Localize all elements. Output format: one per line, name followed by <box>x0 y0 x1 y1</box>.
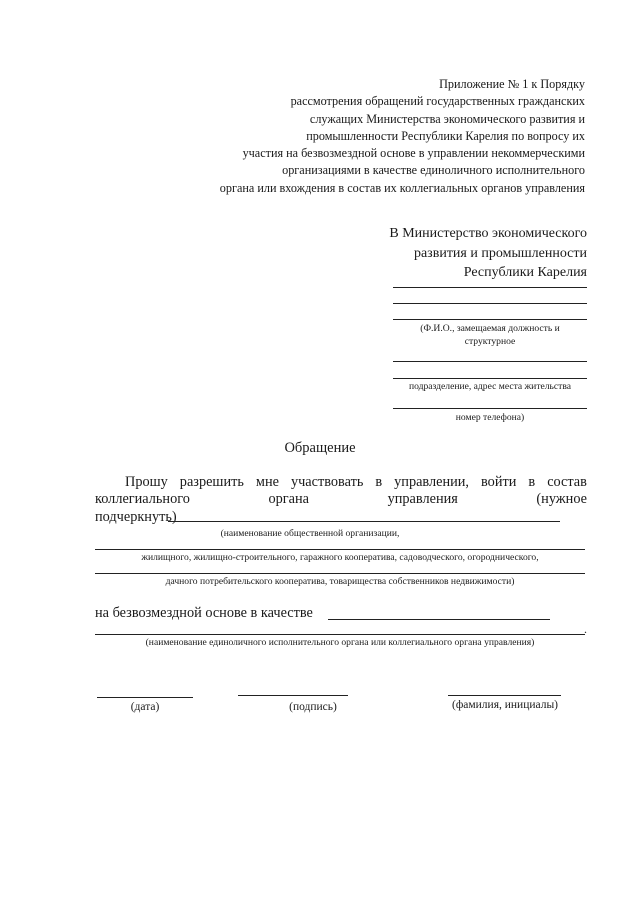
end-dot: . <box>584 622 587 636</box>
fill-line <box>393 287 587 288</box>
date-line <box>97 697 193 698</box>
request-line-3: подчеркнуть) <box>95 509 177 525</box>
word: управления <box>387 491 458 507</box>
word: Прошу <box>125 474 168 490</box>
header-line: органа или вхождения в состав их коллегиальных органов управления <box>219 180 585 195</box>
word: состав <box>547 474 587 490</box>
addressee-block <box>287 224 587 283</box>
fill-line <box>393 408 587 409</box>
hint-phone: номер телефона) <box>455 412 525 423</box>
hint-dacha: дачного потребительского кооператива, товарищества собственников недвижимости) <box>165 576 515 587</box>
signature-line <box>238 695 348 696</box>
header-line: организациями в качестве единоличного исполнительного <box>282 163 585 178</box>
fill-line <box>95 634 585 635</box>
header-line: участия на безвозмездной основе в управлении некоммерческими <box>242 146 585 161</box>
date-label: (дата) <box>130 701 160 713</box>
word: управлении, <box>394 474 470 490</box>
basis-text: на безвозмездной основе в качестве <box>95 605 313 621</box>
hint-address: подразделение, адрес места жительства <box>408 381 572 392</box>
fill-line <box>168 521 560 522</box>
word: войти <box>481 474 517 490</box>
word: разрешить <box>179 474 244 490</box>
word: коллегиального <box>95 491 190 507</box>
addressee-line: развития и промышленности <box>413 245 587 261</box>
fill-line <box>393 319 587 320</box>
word: в <box>528 474 536 490</box>
addressee-line: Республики Карелия <box>463 265 587 280</box>
hint-coop-types: жилищного, жилищно-строительного, гаражного кооператива, садоводческого, огороднического, <box>141 552 539 563</box>
request-line-2 <box>95 491 587 508</box>
header-line: служащих Министерства экономического развития и <box>309 111 585 126</box>
word: органа <box>268 491 310 507</box>
header-line: Приложение № 1 к Порядку <box>439 77 585 91</box>
fill-line <box>393 303 587 304</box>
word: мне <box>255 474 279 490</box>
request-line-1 <box>125 474 587 491</box>
addressee-line: В Министерство экономического <box>389 226 587 241</box>
word: (нужное <box>536 491 587 507</box>
hint-org-name: (наименование общественной организации, <box>220 528 400 539</box>
appendix-header <box>165 76 585 197</box>
name-line <box>448 695 561 696</box>
hint-body-name: (наименование единоличного исполнительного органа или коллегиального органа управления) <box>145 637 535 648</box>
signature-label: (подпись) <box>289 701 337 713</box>
document-title: Обращение <box>284 440 356 456</box>
fill-line <box>328 619 550 620</box>
word: в <box>375 474 383 490</box>
name-label: (фамилия, инициалы) <box>451 699 559 711</box>
hint-fio: (Ф.И.О., замещаемая должность и <box>420 323 560 334</box>
header-line: рассмотрения обращений государственных гражданских <box>290 94 585 109</box>
hint-structural: структурное <box>464 336 516 347</box>
fill-line <box>95 573 585 574</box>
word: участвовать <box>290 474 364 490</box>
fill-line <box>95 549 585 550</box>
fill-line <box>393 361 587 362</box>
fill-line <box>393 378 587 379</box>
header-line: промышленности Республики Карелия по вопросу их <box>306 128 585 143</box>
